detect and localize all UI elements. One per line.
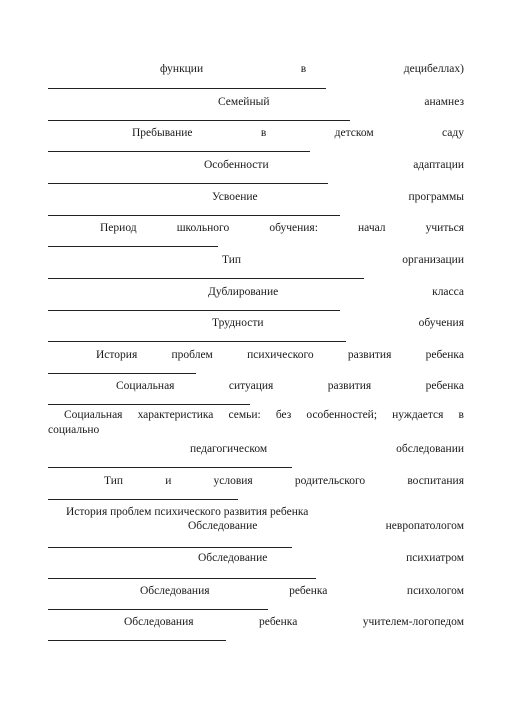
form-line-psychologist <box>48 584 464 598</box>
form-word: детском <box>334 127 374 139</box>
form-word: условия <box>213 475 253 487</box>
form-word: адаптации <box>413 159 464 171</box>
form-word: Тип <box>104 475 124 487</box>
form-word: Пребывание <box>132 127 193 139</box>
form-word: семьи: <box>228 409 261 421</box>
form-word: Обследования <box>140 585 210 597</box>
form-line-hearing <box>48 62 464 76</box>
form-line-kindergarten <box>48 126 464 140</box>
form-word: Период <box>100 222 137 234</box>
form-line-upbringing <box>48 474 464 488</box>
blank-line[interactable] <box>48 310 340 311</box>
form-word: Обследования <box>124 616 194 628</box>
blank-line[interactable] <box>48 578 316 579</box>
form-word: Обследование <box>188 520 258 532</box>
form-line-psychiatrist <box>48 551 464 565</box>
form-word: учителем-логопедом <box>362 616 464 628</box>
blank-line[interactable] <box>48 404 250 405</box>
form-word: без <box>275 409 292 421</box>
form-word: Усвоение <box>212 191 258 203</box>
form-word: Тип <box>222 254 242 266</box>
form-word: Трудности <box>212 317 264 329</box>
form-line-difficulties <box>48 316 464 330</box>
form-word: учиться <box>425 222 464 234</box>
form-word: психического <box>247 349 314 361</box>
form-word: обучения <box>418 317 464 329</box>
form-word: Социальная <box>116 380 175 392</box>
form-word: Особенности <box>204 159 269 171</box>
form-word: Семейный <box>218 96 270 108</box>
blank-line[interactable] <box>48 215 340 216</box>
form-word: воспитания <box>407 475 464 487</box>
form-word: ребенка <box>289 585 328 597</box>
form-word: школьного <box>176 222 230 234</box>
form-word: психологом <box>406 585 464 597</box>
blank-line[interactable] <box>48 88 326 89</box>
paragraph-line <box>48 408 464 423</box>
blank-line[interactable] <box>48 499 238 500</box>
form-word: невропатологом <box>385 520 464 532</box>
form-word: характеристика <box>137 409 214 421</box>
blank-line[interactable] <box>48 183 328 184</box>
form-line-adaptation <box>48 158 464 172</box>
blank-line[interactable] <box>48 120 350 121</box>
form-word: педагогическом <box>190 443 268 455</box>
paragraph-line: социально <box>48 424 100 436</box>
form-word: функции <box>160 63 204 75</box>
form-word: обследовании <box>396 443 464 455</box>
blank-line[interactable] <box>48 151 310 152</box>
form-line-organization <box>48 253 464 267</box>
form-word: ребенка <box>258 616 298 628</box>
blank-line[interactable] <box>48 278 364 279</box>
form-word: Социальная <box>64 409 123 421</box>
form-word: организации <box>402 254 464 266</box>
form-word: ситуация <box>228 380 274 392</box>
form-line-repeat-class <box>48 285 464 299</box>
history-heading: История проблем психического развития ребенка <box>66 506 309 518</box>
social-characteristic-paragraph <box>48 408 464 438</box>
form-word: программы <box>408 191 464 203</box>
form-word: децибеллах) <box>403 63 464 75</box>
form-word: ребенка <box>425 349 464 361</box>
form-word: родительского <box>294 475 366 487</box>
form-word: класса <box>432 286 464 298</box>
blank-line[interactable] <box>48 609 268 610</box>
form-word: в <box>300 63 307 75</box>
form-line-school <box>48 221 464 235</box>
form-line-social-situation <box>48 379 464 393</box>
form-line-speech-therapist <box>48 615 464 629</box>
form-word: развития <box>347 349 392 361</box>
form-word: саду <box>442 127 464 139</box>
form-line-family-history <box>48 95 464 109</box>
form-line-development-history <box>48 348 464 362</box>
form-word: проблем <box>171 349 213 361</box>
form-word: нуждается <box>392 409 444 421</box>
form-line-program <box>48 190 464 204</box>
blank-line[interactable] <box>48 547 292 548</box>
form-word: ребенка <box>425 380 464 392</box>
blank-line[interactable] <box>48 341 346 342</box>
form-word: психиатром <box>406 552 464 564</box>
form-word: в <box>260 127 267 139</box>
blank-line[interactable] <box>48 373 196 374</box>
blank-line[interactable] <box>48 467 292 468</box>
form-word: обучения: <box>269 222 318 234</box>
form-word: Дублирование <box>208 286 279 298</box>
form-word: начал <box>358 222 386 234</box>
form-word: развития <box>327 380 372 392</box>
form-word: и <box>165 475 172 487</box>
form-word: в <box>458 409 464 421</box>
form-word: анамнез <box>424 96 464 108</box>
form-word: История <box>96 349 138 361</box>
blank-line[interactable] <box>48 640 226 641</box>
form-line-neurologist <box>48 519 464 533</box>
blank-line[interactable] <box>48 246 218 247</box>
form-word: особенностей; <box>306 409 378 421</box>
form-line-pedagogical-exam <box>48 442 464 456</box>
form-word: Обследование <box>198 552 268 564</box>
